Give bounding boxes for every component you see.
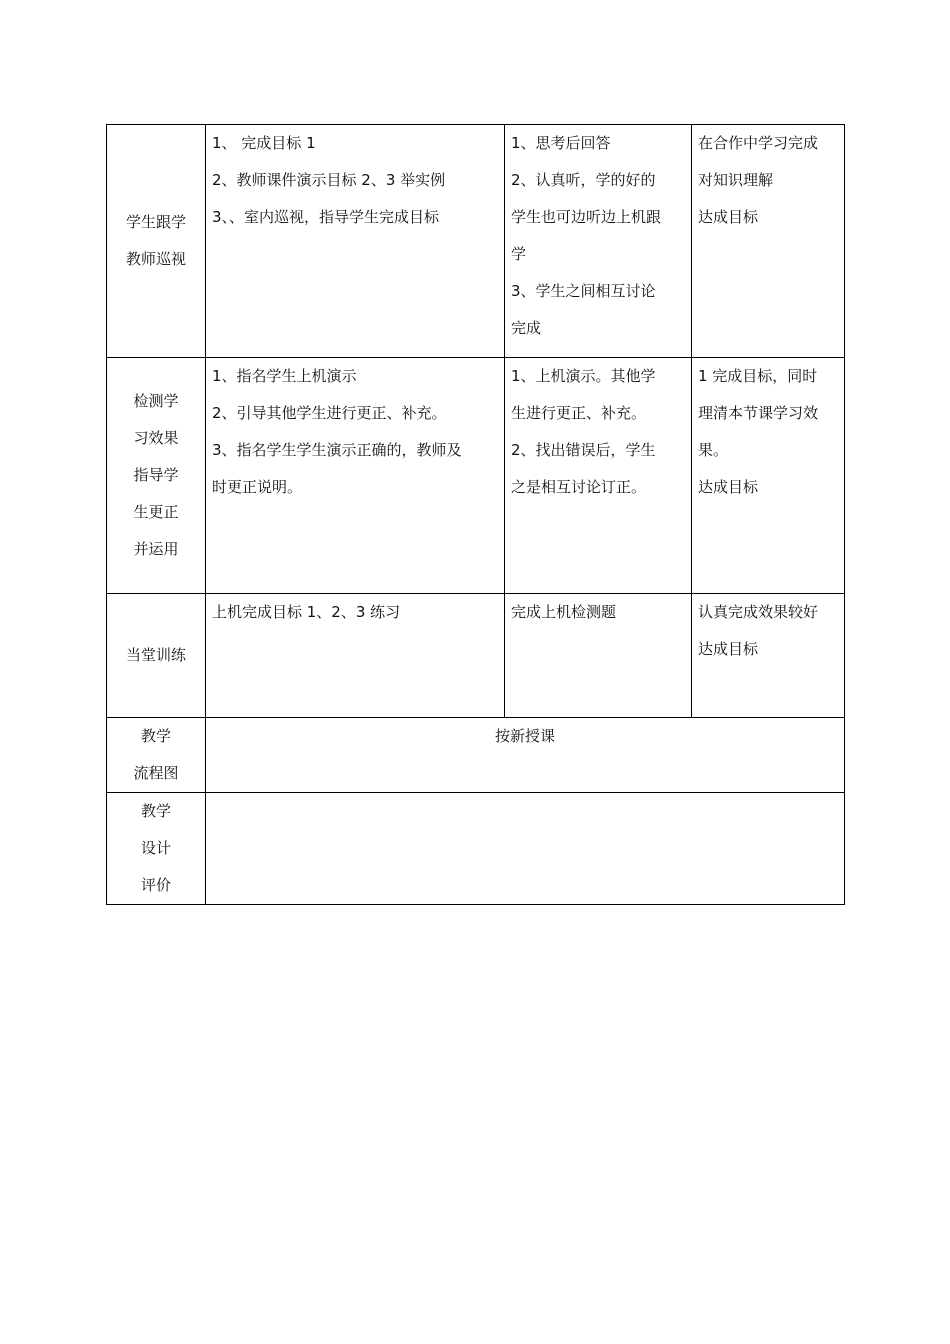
- teacher-activity-line: 上机完成目标 1、2、3 练习: [212, 603, 401, 621]
- teacher-activity-line: 3、、室内巡视，指导学生完成目标: [212, 208, 440, 226]
- student-activity-cell: [505, 358, 692, 594]
- goal-line: 认真完成效果较好: [698, 603, 819, 621]
- flow-content: 按新授课: [494, 727, 555, 745]
- row-label-line: 教学: [140, 727, 171, 745]
- row-label-line: 评价: [140, 876, 171, 894]
- row-label-line: 当堂训练: [125, 646, 186, 664]
- goal-line: 在合作中学习完成: [698, 134, 819, 152]
- evaluation-label-cell: [107, 793, 206, 905]
- teacher-activity-cell: [206, 125, 505, 358]
- student-activity-line: 学: [511, 245, 527, 263]
- evaluation-content-cell: [206, 793, 845, 905]
- flow-label-cell: [107, 718, 206, 793]
- goal-cell: [692, 594, 845, 718]
- student-activity-line: 之是相互讨论订正。: [511, 478, 647, 496]
- teacher-activity-cell: [206, 358, 505, 594]
- student-activity-cell: [505, 594, 692, 718]
- student-activity-line: 2、找出错误后，学生: [511, 441, 656, 459]
- row-label-line: 生更正: [133, 503, 179, 521]
- row-label-cell: [107, 125, 206, 358]
- goal-cell: [692, 358, 845, 594]
- student-activity-line: 1、思考后回答: [511, 134, 611, 152]
- table-row: [107, 125, 845, 358]
- lesson-plan-table: [106, 124, 845, 905]
- goal-line: 达成目标: [698, 640, 759, 658]
- row-label-cell: [107, 594, 206, 718]
- row-label-line: 并运用: [133, 540, 179, 558]
- teacher-activity-line: 3、指名学生学生演示正确的，教师及: [212, 441, 462, 459]
- row-label-line: 教师巡视: [125, 250, 186, 268]
- teacher-activity-line: 时更正说明。: [212, 478, 303, 496]
- student-activity-line: 生进行更正、补充。: [511, 404, 647, 422]
- goal-line: 达成目标: [698, 208, 759, 226]
- table-row: [107, 358, 845, 594]
- row-label-line: 设计: [140, 839, 171, 857]
- goal-line: 果。: [698, 441, 729, 459]
- student-activity-line: 学生也可边听边上机跟: [511, 208, 662, 226]
- goal-line: 理清本节课学习效: [698, 404, 819, 422]
- teacher-activity-cell: [206, 594, 505, 718]
- teacher-activity-line: 2、教师课件演示目标 2、3 举实例: [212, 171, 446, 189]
- table-row: [107, 793, 845, 905]
- goal-line: 对知识理解: [698, 171, 774, 189]
- row-label-line: 检测学: [133, 392, 179, 410]
- teacher-activity-line: 2、引导其他学生进行更正、补充。: [212, 404, 447, 422]
- teacher-activity-line: 1、指名学生上机演示: [212, 367, 357, 385]
- table-row: [107, 718, 845, 793]
- teacher-activity-line: 1、 完成目标 1: [212, 134, 316, 152]
- row-label-line: 教学: [140, 802, 171, 820]
- goal-line: 1 完成目标，同时: [698, 367, 818, 385]
- row-label-line: 流程图: [133, 764, 179, 782]
- student-activity-cell: [505, 125, 692, 358]
- flow-content-cell: [206, 718, 845, 793]
- student-activity-line: 完成上机检测题: [511, 603, 617, 621]
- table-row: [107, 594, 845, 718]
- row-label-cell: [107, 358, 206, 594]
- student-activity-line: 3、学生之间相互讨论: [511, 282, 656, 300]
- goal-cell: [692, 125, 845, 358]
- student-activity-line: 2、认真听，学的好的: [511, 171, 656, 189]
- student-activity-line: 完成: [511, 319, 542, 337]
- row-label-line: 指导学: [133, 466, 179, 484]
- student-activity-line: 1、上机演示。其他学: [511, 367, 656, 385]
- row-label-line: 习效果: [133, 429, 179, 447]
- row-label-line: 学生跟学: [125, 213, 186, 231]
- goal-line: 达成目标: [698, 478, 759, 496]
